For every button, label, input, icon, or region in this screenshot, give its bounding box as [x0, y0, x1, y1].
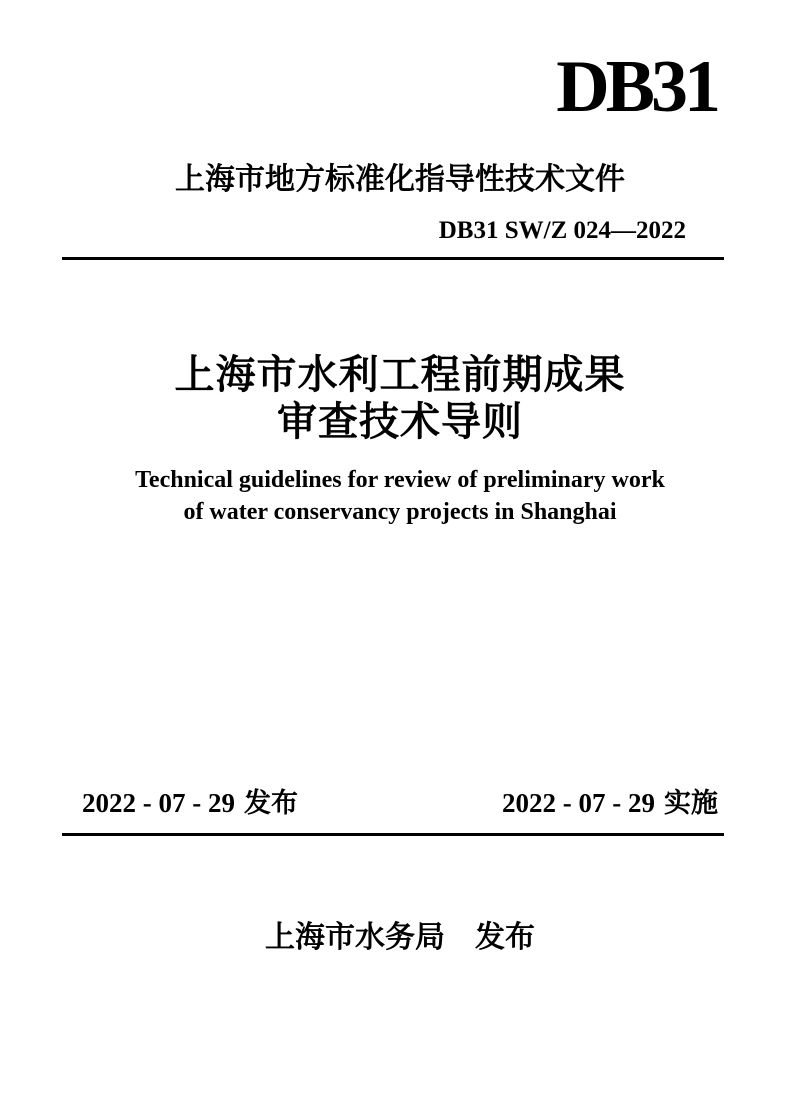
title-chinese-line1: 上海市水利工程前期成果 — [174, 353, 626, 397]
standard-code: DB31 — [556, 46, 717, 128]
implement-date-label: 实施 — [664, 788, 718, 818]
title-english-line1: Technical guidelines for review of preliminary work — [135, 467, 665, 493]
footer-divider-rule — [62, 833, 724, 836]
issue-date-group — [82, 789, 298, 819]
publisher-action-label: 发布 — [475, 921, 535, 954]
issue-date-label: 发布 — [243, 788, 298, 818]
document-number: DB31 SW/Z 024—2022 — [438, 217, 686, 244]
title-english — [0, 464, 800, 528]
publisher-line — [0, 920, 800, 956]
implement-date-group — [502, 789, 718, 819]
title-chinese — [0, 352, 800, 446]
publisher-separator — [445, 921, 475, 954]
header-divider-rule — [62, 257, 724, 260]
publisher-name: 上海市水务局 — [265, 921, 445, 954]
category-label: 上海市地方标准化指导性技术文件 — [175, 163, 625, 196]
title-english-line2: of water conservancy projects in Shanghai — [183, 499, 617, 525]
dates-row — [82, 789, 718, 819]
title-chinese-line2: 审查技术导则 — [277, 400, 523, 444]
implement-date: 2022 - 07 - 29 — [502, 788, 655, 818]
issue-date: 2022 - 07 - 29 — [82, 788, 235, 818]
